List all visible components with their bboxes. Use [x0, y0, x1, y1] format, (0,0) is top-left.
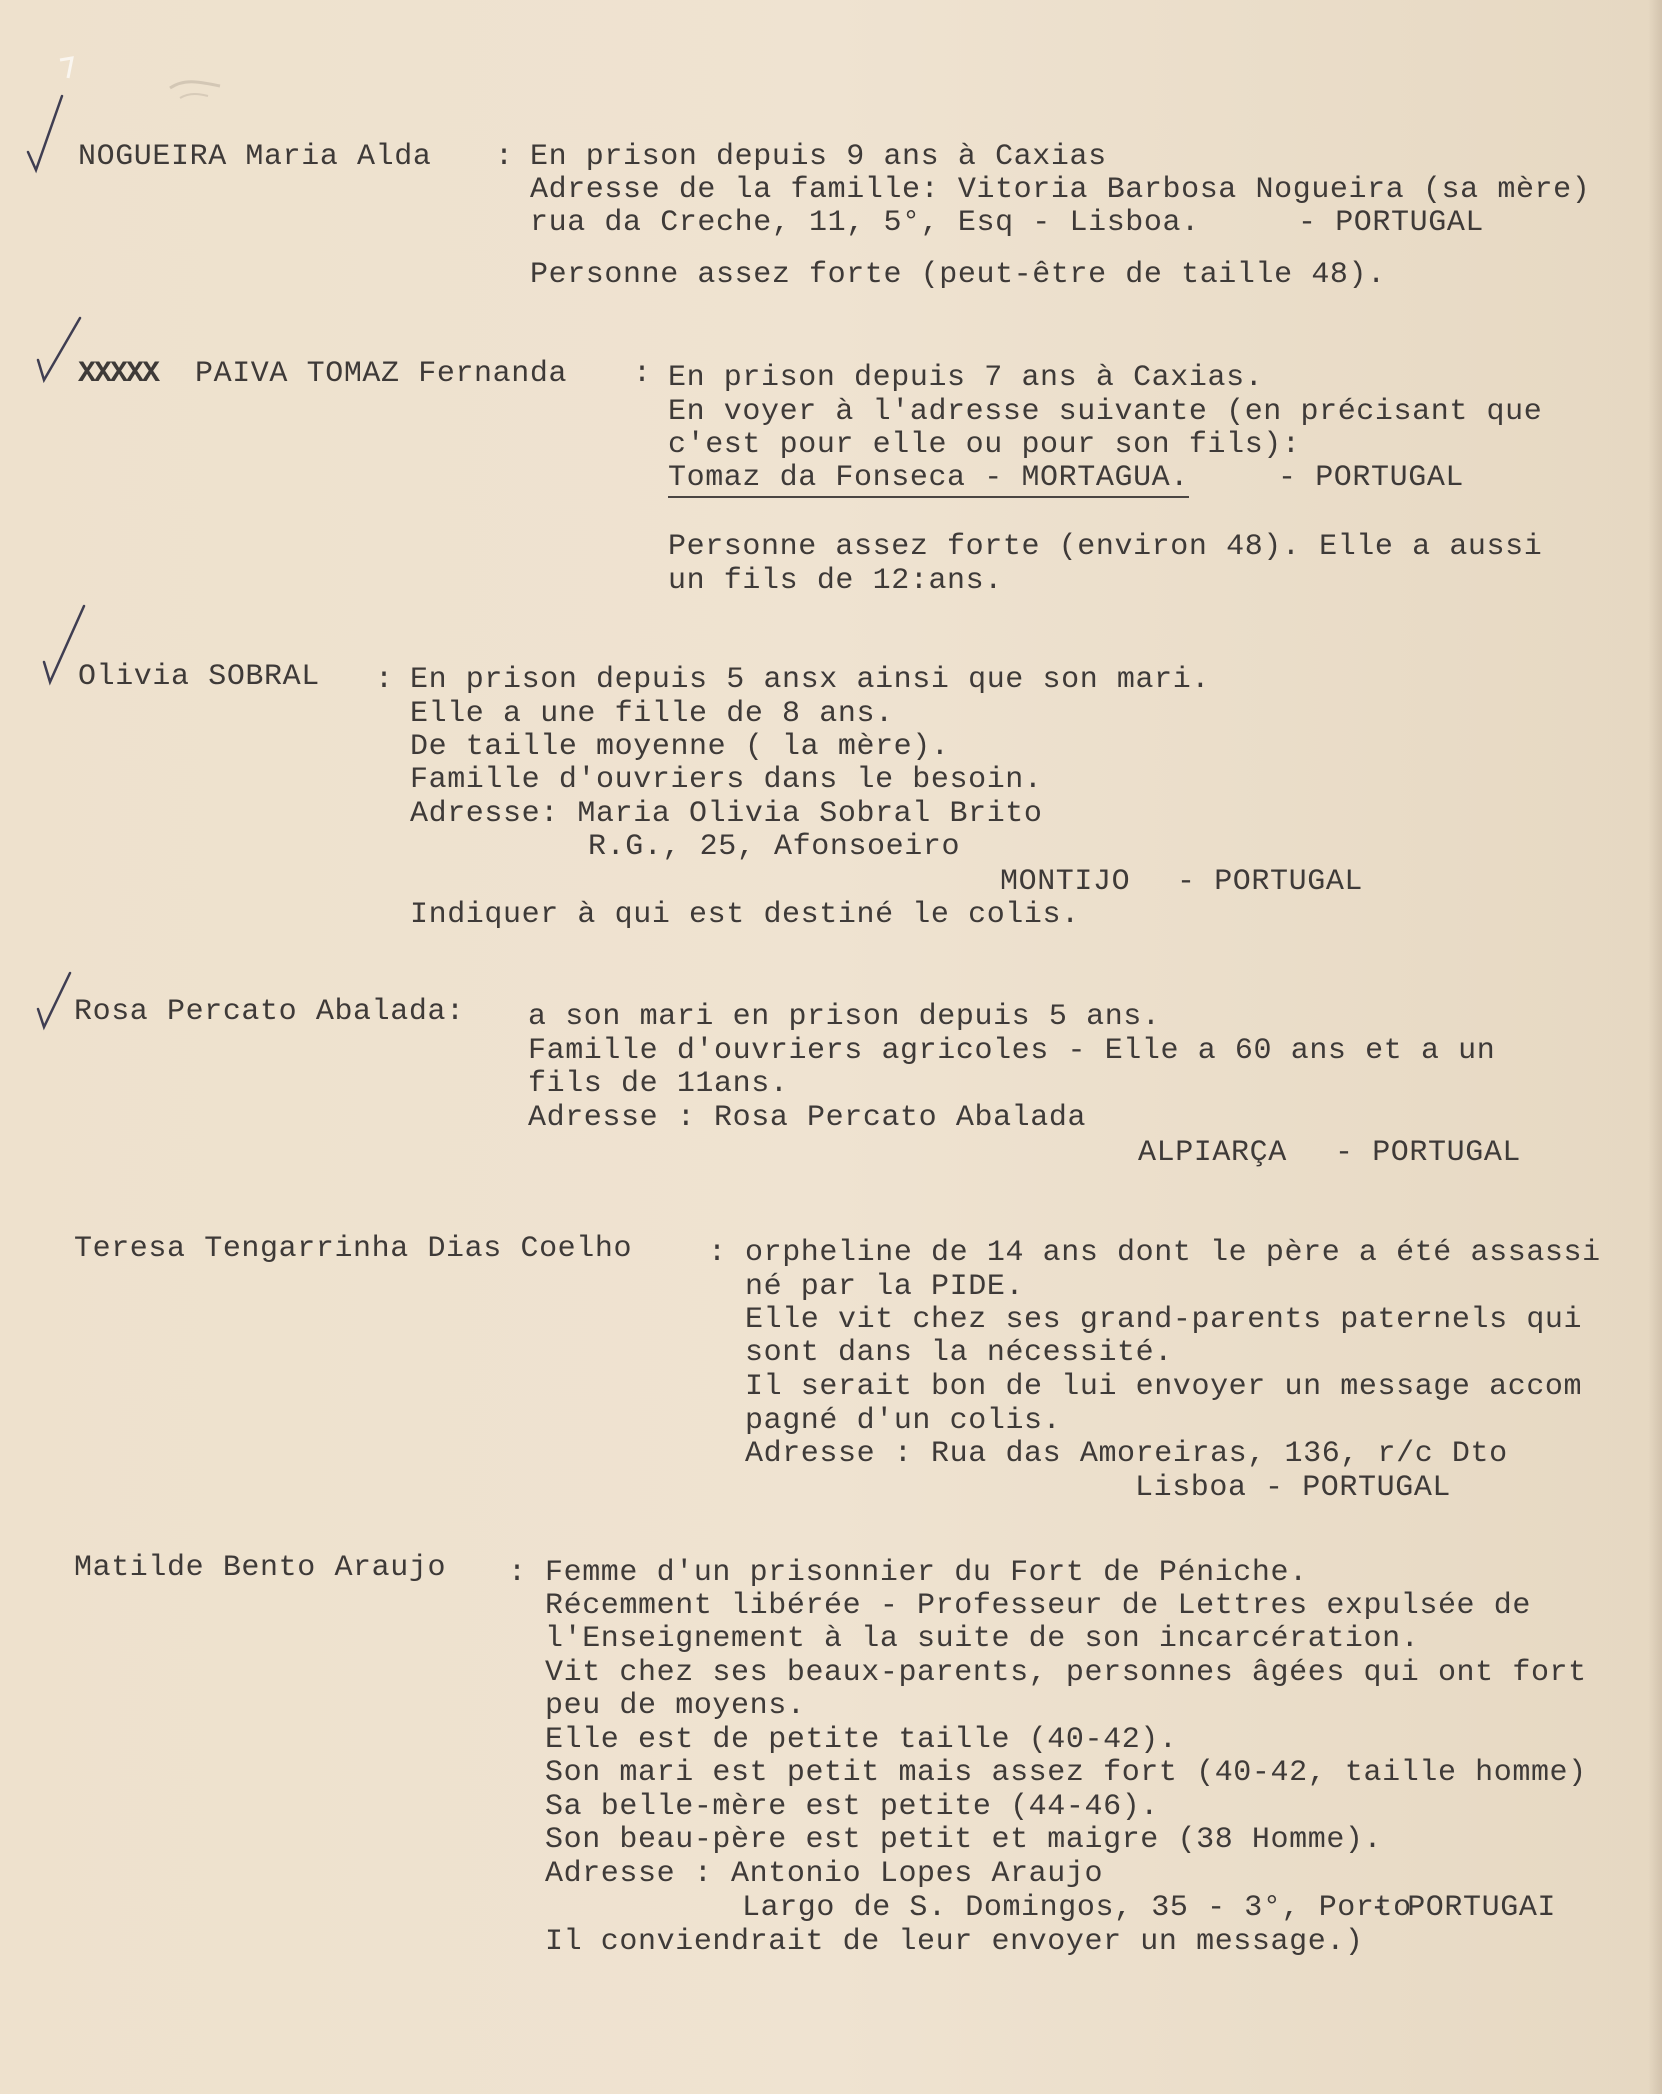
- entry-line: a son mari en prison depuis 5 ans.: [528, 1000, 1161, 1034]
- entry-line: Sa belle-mère est petite (44-46).: [545, 1790, 1159, 1824]
- entry-line: Personne assez forte (peut-être de taille 48).: [530, 258, 1386, 292]
- entry-address-underlined: Tomaz da Fonseca - MORTAGUA.: [668, 461, 1189, 498]
- entry-name: Rosa Percato Abalada:: [74, 995, 465, 1029]
- entry-line: Son mari est petit mais assez fort (40-42, taille homme): [545, 1756, 1587, 1790]
- entry-line: De taille moyenne ( la mère).: [410, 730, 950, 764]
- checkmark-icon: [22, 90, 72, 180]
- entry-separator: :: [495, 140, 514, 174]
- entry-line: fils de 11ans.: [528, 1067, 789, 1101]
- entry-line: Elle vit chez ses grand-parents paternels qui: [745, 1303, 1583, 1337]
- entry-line: Il serait bon de lui envoyer un message accom: [745, 1370, 1583, 1404]
- entry-line: MONTIJO: [1000, 865, 1131, 899]
- entry-line: Adresse: Maria Olivia Sobral Brito: [410, 797, 1043, 831]
- entry-line: En prison depuis 9 ans à Caxias: [530, 140, 1107, 174]
- entry-line: peu de moyens.: [545, 1689, 806, 1723]
- paper-edge-shadow: [1648, 0, 1662, 2094]
- entry-name: Matilde Bento Araujo: [74, 1551, 447, 1585]
- entry-line: Adresse de la famille: Vitoria Barbosa Nogueira (sa mère): [530, 173, 1591, 207]
- entry-line: Famille d'ouvriers agricoles - Elle a 60 ans et a un: [528, 1034, 1496, 1068]
- entry-line: l'Enseignement à la suite de son incarcération.: [545, 1622, 1420, 1656]
- entry-line: pagné d'un colis.: [745, 1404, 1062, 1438]
- entry-separator: :: [375, 663, 394, 697]
- entry-line: c'est pour elle ou pour son fils):: [668, 428, 1301, 462]
- entry-line: Largo de S. Domingos, 35 - 3°, Porto: [742, 1891, 1412, 1925]
- entry-line: sont dans la nécessité.: [745, 1336, 1173, 1370]
- entry-line: rua da Creche, 11, 5°, Esq - Lisboa.: [530, 206, 1200, 240]
- entry-line: En prison depuis 7 ans à Caxias.: [668, 361, 1264, 395]
- entry-country: - PORTUGAI: [1370, 1891, 1557, 1925]
- entry-line: Famille d'ouvriers dans le besoin.: [410, 763, 1043, 797]
- entry-line: orpheline de 14 ans dont le père a été assassi: [745, 1236, 1601, 1270]
- entry-country: - PORTUGAL: [1278, 461, 1465, 495]
- entry-line: Vit chez ses beaux-parents, personnes âgées qui ont fort: [545, 1656, 1587, 1690]
- entry-line: Il conviendrait de leur envoyer un message.): [545, 1925, 1364, 1959]
- entry-separator: :: [508, 1556, 527, 1590]
- entry-country: - PORTUGAL: [1298, 206, 1485, 240]
- entry-line: Femme d'un prisonnier du Fort de Péniche.: [545, 1556, 1308, 1590]
- entry-line: Adresse : Antonio Lopes Araujo: [545, 1857, 1104, 1891]
- entry-country: - PORTUGAL: [1265, 1471, 1452, 1505]
- entry-line: Récemment libérée - Professeur de Lettres expulsée de: [545, 1589, 1531, 1623]
- entry-line: un fils de 12:ans.: [668, 564, 1003, 598]
- entry-country: - PORTUGAL: [1335, 1136, 1522, 1170]
- entry-name: PAIVA TOMAZ Fernanda: [195, 357, 568, 391]
- entry-line: ALPIARÇA: [1138, 1136, 1287, 1170]
- entry-name: Teresa Tengarrinha Dias Coelho: [74, 1232, 633, 1266]
- entry-line: En prison depuis 5 ansx ainsi que son mari.: [410, 663, 1210, 697]
- entry-line: né par la PIDE.: [745, 1270, 1025, 1304]
- strikeover-text: XXXXX: [78, 357, 159, 391]
- entry-name: NOGUEIRA Maria Alda: [78, 140, 432, 174]
- entry-line: Elle a une fille de 8 ans.: [410, 697, 894, 731]
- entry-separator: :: [708, 1236, 727, 1270]
- entry-line: R.G., 25, Afonsoeiro: [588, 830, 961, 864]
- entry-line: Personne assez forte (environ 48). Elle a aussi: [668, 530, 1543, 564]
- entry-line: Adresse : Rua das Amoreiras, 136, r/c Dto: [745, 1437, 1508, 1471]
- checkmark-icon: [30, 965, 80, 1035]
- entry-separator: :: [633, 357, 652, 391]
- entry-line: Indiquer à qui est destiné le colis.: [410, 898, 1080, 932]
- entry-name: Olivia SOBRAL: [78, 660, 320, 694]
- pencil-scribble: [50, 48, 230, 128]
- entry-country: - PORTUGAL: [1177, 865, 1364, 899]
- entry-line: Lisboa: [1135, 1471, 1247, 1505]
- entry-line: En voyer à l'adresse suivante (en précisant que: [668, 395, 1543, 429]
- entry-line: Adresse : Rosa Percato Abalada: [528, 1101, 1087, 1135]
- entry-line: Son beau-père est petit et maigre (38 Homme).: [545, 1823, 1383, 1857]
- entry-line: Elle est de petite taille (40-42).: [545, 1723, 1178, 1757]
